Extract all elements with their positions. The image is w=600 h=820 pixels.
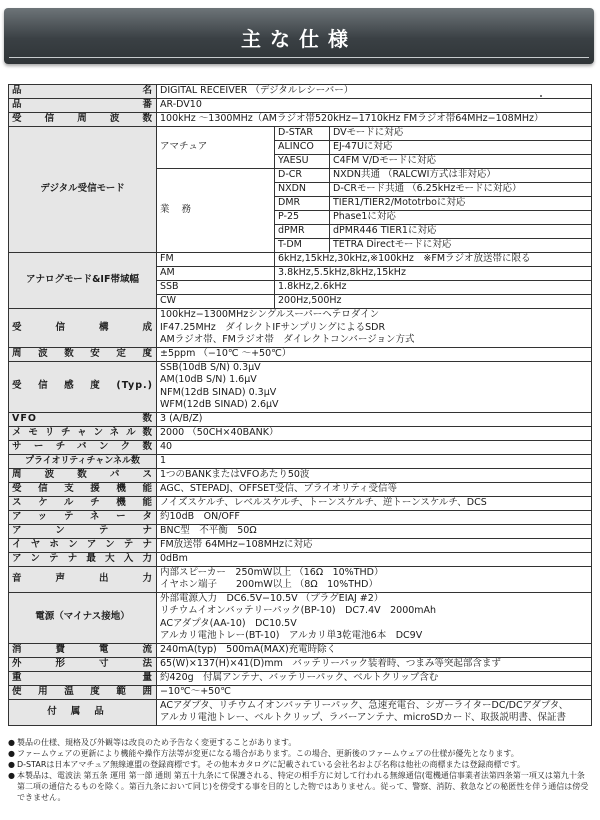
label-antenna: アンテナ xyxy=(9,524,157,538)
label-power: 電源（マイナス接地） xyxy=(9,592,157,643)
label-sensitivity: 受信感度(Typ.) xyxy=(9,361,157,412)
label-assist: 受信支援機能 xyxy=(9,482,157,496)
row-current xyxy=(9,643,592,657)
row-memory xyxy=(9,426,592,440)
audio-line: 内部スピーカー 250mW以上 （16Ω 10%THD） xyxy=(160,566,384,578)
sensitivity-line: SSB(10dB S/N) 0.3μV xyxy=(160,361,261,373)
value-att: 約10dB ON/OFF xyxy=(157,510,592,524)
row-temp xyxy=(9,685,592,699)
value-accessories xyxy=(157,699,592,725)
value-weight: 約420g 付属アンテナ、バッテリーパック、ベルトクリップ含む xyxy=(157,671,592,685)
row-config xyxy=(9,309,592,348)
label-search: サーチバンク数 xyxy=(9,440,157,454)
value-size: 65(W)×137(H)×41(D)mm バッテリーパック装着時、つまみ等突起部含まず xyxy=(157,657,592,671)
label-business: 業務 xyxy=(157,169,275,253)
row-model xyxy=(9,99,592,113)
mode-name: ALINCO xyxy=(275,141,330,155)
footnote: ● 本製品は、電波法 第五条 運用 第一節 通則 第五十九条にて保護される、特定の相手方に対して行われる無線通信(電機通信事業者法第四条第一項又は第九十条第二項の通信たるものを除く。第百九条において同じ)を傍受する事を目的とした物ではありません。従って、警察、消防、救急などの秘匿性を伴う通信は傍受できません。 xyxy=(8,770,592,803)
value-sensitivity xyxy=(157,361,592,412)
value-stability: ±5ppm （−10℃ ～+50℃） xyxy=(157,347,592,361)
row-pass xyxy=(9,468,592,482)
power-line: アルカリ電池トレー(BT-10) アルカリ単3乾電池6本 DC9V xyxy=(160,630,423,641)
row-search xyxy=(9,440,592,454)
analog-desc: 6kHz,15kHz,30kHz,※100kHz ※FMラジオ放送帯に限る xyxy=(275,253,592,267)
label-accessories: 付属品 xyxy=(9,699,157,725)
analog-desc: 1.8kHz,2.6kHz xyxy=(275,281,592,295)
row-antenna xyxy=(9,524,592,538)
mode-name: dPMR xyxy=(275,225,330,239)
label-current: 消費電流 xyxy=(9,643,157,657)
analog-mode: CW xyxy=(157,295,275,309)
value-search: 40 xyxy=(157,440,592,454)
mode-desc: C4FM V/Dモードに対応 xyxy=(330,155,592,169)
mode-name: T-DM xyxy=(275,239,330,253)
page-header xyxy=(4,8,594,64)
label-amateur: アマチュア xyxy=(157,127,275,169)
mode-desc: D-CRモード共通 （6.25kHzモードに対応） xyxy=(330,183,592,197)
accessory-line: アルカリ電池トレー、ベルトクリップ、ラバーアンテナ、microSDカード、取扱説明書、保証書 xyxy=(160,712,567,723)
label-digital: デジタル受信モード xyxy=(9,127,157,253)
accessory-line: ACアダプタ、リチウムイオンバッテリーパック、急速充電台、シガーライターDC/DCアダプタ、 xyxy=(160,699,569,711)
mode-desc: TETRA Directモードに対応 xyxy=(330,239,592,253)
mode-desc: EJ-47Uに対応 xyxy=(330,141,592,155)
row-sensitivity xyxy=(9,361,592,412)
footnote: ● 製品の仕様、規格及び外観等は改良のため予告なく変更することがあります。 xyxy=(8,737,592,748)
value-memory: 2000 （50CH×40BANK） xyxy=(157,426,592,440)
label-memory: メモリチャンネル数 xyxy=(9,426,157,440)
label-audio: 音声出力 xyxy=(9,566,157,592)
label-pass: 周波数パス xyxy=(9,468,157,482)
power-line: ACアダプタ(AA-10) DC10.5V xyxy=(160,617,297,629)
mode-name: D-STAR xyxy=(275,127,330,141)
analog-desc: 200Hz,500Hz xyxy=(275,295,592,309)
row-analog-1 xyxy=(9,253,592,267)
page-title: 主な仕様 xyxy=(241,27,357,51)
value-audio xyxy=(157,566,592,592)
row-name xyxy=(9,85,592,99)
value-antenna: BNC型 不平衡 50Ω xyxy=(157,524,592,538)
analog-mode: AM xyxy=(157,267,275,281)
value-temp: −10℃～+50℃ xyxy=(157,685,592,699)
mode-name: YAESU xyxy=(275,155,330,169)
row-size xyxy=(9,657,592,671)
row-priority xyxy=(9,454,592,468)
label-weight: 重量 xyxy=(9,671,157,685)
label-analog: アナログモード&IF帯域幅 xyxy=(9,253,157,309)
row-maxin xyxy=(9,552,592,566)
row-assist xyxy=(9,482,592,496)
value-priority: 1 xyxy=(157,454,592,468)
mode-name: D-CR xyxy=(275,169,330,183)
value-vfo: 3 (A/B/Z) xyxy=(157,412,592,426)
value-freq: 100kHz ～1300MHz（AMラジオ帯520kHz−1710kHz FMラジオ帯64MHz−108MHz） xyxy=(157,113,592,127)
mode-desc: dPMR446 TIER1に対応 xyxy=(330,225,592,239)
sensitivity-line: AM(10dB S/N) 1.6μV xyxy=(160,374,257,385)
value-squelch: ノイズスケルチ、レベルスケルチ、トーンスケルチ、逆トーンスケルチ、DCS xyxy=(157,496,592,510)
mode-desc: Phase1に対応 xyxy=(330,211,592,225)
analog-mode: FM xyxy=(157,253,275,267)
header-rule xyxy=(9,57,589,58)
value-maxin: 0dBm xyxy=(157,552,592,566)
row-freq xyxy=(9,113,592,127)
row-att xyxy=(9,510,592,524)
row-squelch xyxy=(9,496,592,510)
row-earant xyxy=(9,538,592,552)
row-audio xyxy=(9,566,592,592)
mode-name: P-25 xyxy=(275,211,330,225)
analog-mode: SSB xyxy=(157,281,275,295)
row-stability xyxy=(9,347,592,361)
value-pass: 1つのBANKまたはVFOあたり50波 xyxy=(157,468,592,482)
row-vfo xyxy=(9,412,592,426)
analog-desc: 3.8kHz,5.5kHz,8kHz,15kHz xyxy=(275,267,592,281)
config-line: IF47.25MHz ダイレクトIFサンプリングによるSDR xyxy=(160,321,386,333)
value-model: AR-DV10 xyxy=(157,99,592,113)
mode-name: DMR xyxy=(275,197,330,211)
footnote: ● D-STARは日本アマチュア無線連盟の登録商標です。その他本カタログに記載されている会社名および名称は他社の商標または登録商標です。 xyxy=(8,759,592,770)
row-accessories xyxy=(9,699,592,725)
label-size: 外形寸法 xyxy=(9,657,157,671)
label-maxin: アンテナ最大入力 xyxy=(9,552,157,566)
mode-desc: NXDN共通 （RALCWI方式は非対応） xyxy=(330,169,592,183)
label-stability: 周波数安定度 xyxy=(9,347,157,361)
label-model: 品番 xyxy=(9,99,157,113)
mode-desc: DVモードに対応 xyxy=(330,127,592,141)
row-digital-amateur-1 xyxy=(9,127,592,141)
spec-table xyxy=(8,84,592,726)
value-config xyxy=(157,309,592,348)
label-freq: 受信周波数 xyxy=(9,113,157,127)
value-power xyxy=(157,592,592,643)
value-assist: AGC、STEPADJ、OFFSET受信、プライオリティ受信等 xyxy=(157,482,592,496)
config-line: 100kHz−1300MHzシングルスーパーヘテロダイン xyxy=(160,309,380,320)
label-squelch: スケルチ機能 xyxy=(9,496,157,510)
label-earant: イヤホンアンテナ xyxy=(9,538,157,552)
value-name: DIGITAL RECEIVER （デジタルレシーバー） xyxy=(157,85,592,99)
label-priority: プライオリティチャンネル数 xyxy=(9,454,157,468)
config-line: AMラジオ帯、FMラジオ帯 ダイレクトコンバージョン方式 xyxy=(160,334,415,345)
footnote: ● ファームウェアの更新により機能や操作方法等が変更になる場合があります。この場合、更新後のファームウェアの仕様が優先となります。 xyxy=(8,748,592,759)
label-config: 受信構成 xyxy=(9,309,157,348)
mode-desc: TIER1/TIER2/Mototrboに対応 xyxy=(330,197,592,211)
sensitivity-line: WFM(12dB SINAD) 2.6μV xyxy=(160,399,279,410)
mode-name: NXDN xyxy=(275,183,330,197)
label-temp: 使用温度範囲 xyxy=(9,685,157,699)
label-att: アッテネータ xyxy=(9,510,157,524)
row-power xyxy=(9,592,592,643)
sensitivity-line: NFM(12dB SINAD) 0.3μV xyxy=(160,386,277,398)
audio-line: イヤホン端子 200mW以上 （8Ω 10%THD） xyxy=(160,579,378,590)
power-line: リチウムイオンバッテリーパック(BP-10) DC7.4V 2000mAh xyxy=(160,605,437,616)
row-weight xyxy=(9,671,592,685)
label-vfo: VFO数 xyxy=(9,412,157,426)
footnotes xyxy=(8,737,592,803)
value-earant: FM放送帯 64MHz−108MHzに対応 xyxy=(157,538,592,552)
label-name: 品名 xyxy=(9,85,157,99)
value-current: 240mA(typ) 500mA(MAX)充電時除く xyxy=(157,643,592,657)
power-line: 外部電源入力 DC6.5V−10.5V （プラグEIAJ #2） xyxy=(160,592,384,604)
